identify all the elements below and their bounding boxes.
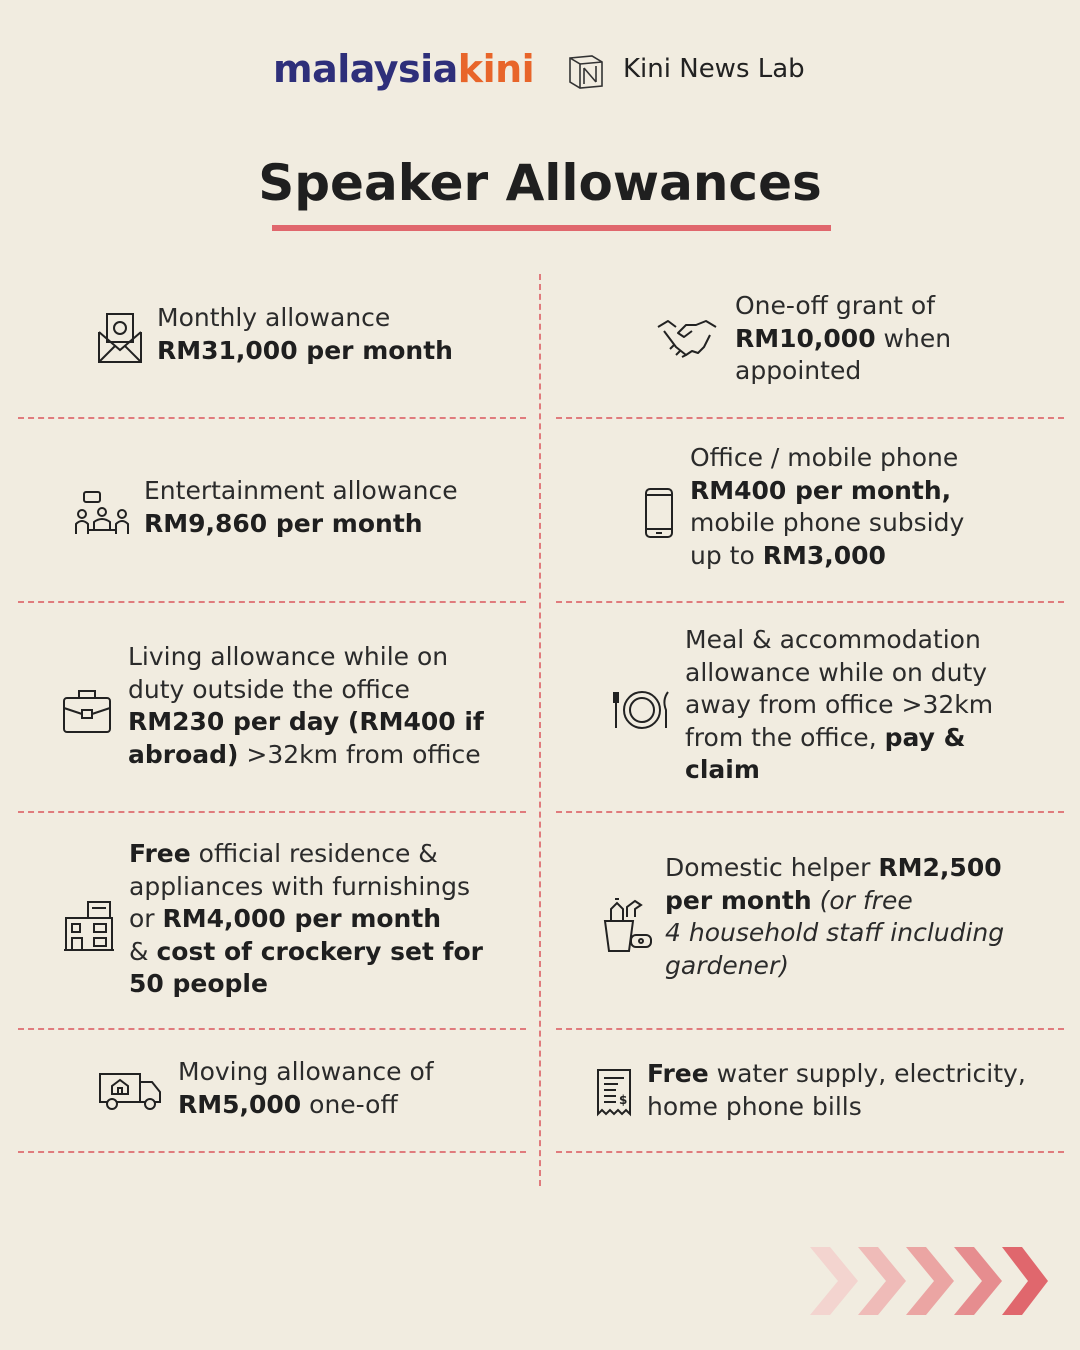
item-line: one-off	[301, 1089, 398, 1119]
item-line: duty outside the office	[128, 674, 410, 704]
item-line: official residence &	[190, 839, 438, 868]
brand-part2: kini	[457, 47, 535, 91]
residence-text	[129, 838, 483, 1001]
item-line: up to	[690, 540, 763, 570]
item-amount: RM9,860 per month	[144, 508, 423, 538]
row-divider	[18, 1151, 526, 1153]
title-underline	[272, 225, 831, 231]
item-line: Moving allowance of	[178, 1057, 434, 1086]
item-line: home phone bills	[647, 1091, 862, 1121]
briefcase-icon	[62, 688, 112, 734]
residence-icon	[62, 898, 116, 952]
row-divider	[556, 1151, 1064, 1153]
living-allowance-text	[128, 641, 484, 771]
row-divider	[556, 1028, 1064, 1030]
moving-allowance-text	[178, 1056, 434, 1121]
row-divider	[18, 601, 526, 603]
item-line: Office / mobile phone	[690, 443, 959, 472]
item-line: Living allowance while on	[128, 642, 449, 671]
item-line: >32km from office	[238, 739, 481, 769]
item-line: 4 household staff including	[665, 918, 1005, 947]
brand-logo	[273, 46, 534, 92]
item-amount: Free	[129, 839, 191, 868]
item-amount: 50 people	[129, 969, 268, 998]
item-line: water supply, electricity,	[708, 1059, 1026, 1088]
item-line: from the office,	[685, 722, 885, 752]
chevron-arrows-icon	[808, 1245, 1050, 1317]
item-line: allowance while on duty	[685, 657, 988, 687]
item-line: Monthly allowance	[157, 303, 391, 332]
meeting-people-icon	[74, 490, 130, 538]
item-line: appliances with furnishings	[129, 871, 471, 901]
row-divider	[556, 811, 1064, 813]
domestic-helper-text	[665, 852, 1004, 982]
row-divider	[18, 1028, 526, 1030]
item-amount: per month	[665, 885, 812, 915]
item-line: when	[875, 323, 952, 353]
monthly-allowance-text	[157, 302, 453, 367]
page-title: Speaker Allowances	[258, 154, 822, 212]
phone-allowance-text	[690, 442, 964, 572]
item-amount: RM10,000	[735, 323, 876, 353]
brand-part1: malaysia	[273, 47, 458, 91]
meal-allowance-text	[685, 624, 993, 787]
item-amount: RM230 per day (RM400 if	[128, 707, 484, 736]
item-line: or	[129, 904, 163, 933]
item-amount: abroad)	[128, 739, 239, 769]
cleaning-supplies-icon	[601, 897, 653, 953]
item-amount: RM2,500	[878, 853, 1002, 882]
header	[0, 44, 1080, 94]
item-amount: pay &	[884, 722, 966, 752]
item-line: One-off grant of	[735, 291, 936, 320]
item-amount: RM31,000 per month	[157, 335, 453, 365]
item-line: away from office >32km	[685, 690, 994, 719]
item-line: Domestic helper	[665, 853, 879, 882]
svg-text:$: $	[619, 1093, 628, 1107]
moving-truck-icon	[98, 1070, 164, 1112]
handshake-icon	[656, 315, 718, 359]
one-off-grant-text	[735, 290, 951, 388]
item-line: gardener)	[665, 950, 789, 980]
item-line: appointed	[735, 356, 862, 385]
item-amount: RM400 per month,	[690, 475, 952, 505]
row-divider	[556, 601, 1064, 603]
item-line: mobile phone subsidy	[690, 508, 965, 537]
item-line: (or free	[811, 885, 913, 915]
item-line: Meal & accommodation	[685, 625, 981, 654]
plate-cutlery-icon	[612, 688, 672, 732]
row-divider	[18, 417, 526, 419]
money-envelope-icon	[97, 310, 143, 364]
item-amount: cost of crockery set for	[156, 936, 483, 966]
entertainment-allowance-text	[144, 475, 458, 540]
row-divider	[556, 417, 1064, 419]
item-amount: RM5,000	[178, 1089, 302, 1119]
mobile-phone-icon	[644, 487, 674, 539]
item-line: Entertainment allowance	[144, 476, 458, 505]
item-amount: RM3,000	[762, 540, 886, 570]
utility-bills-text	[647, 1058, 1026, 1123]
lab-name: Kini News Lab	[623, 54, 805, 84]
item-amount: RM4,000 per month	[162, 904, 442, 933]
bill-receipt-icon	[594, 1068, 634, 1118]
row-divider	[18, 811, 526, 813]
item-amount: Free	[647, 1059, 709, 1088]
item-amount: claim	[685, 755, 760, 784]
column-divider	[539, 274, 541, 1186]
kini-news-lab-logo-icon	[566, 52, 606, 92]
item-line: &	[129, 936, 157, 966]
